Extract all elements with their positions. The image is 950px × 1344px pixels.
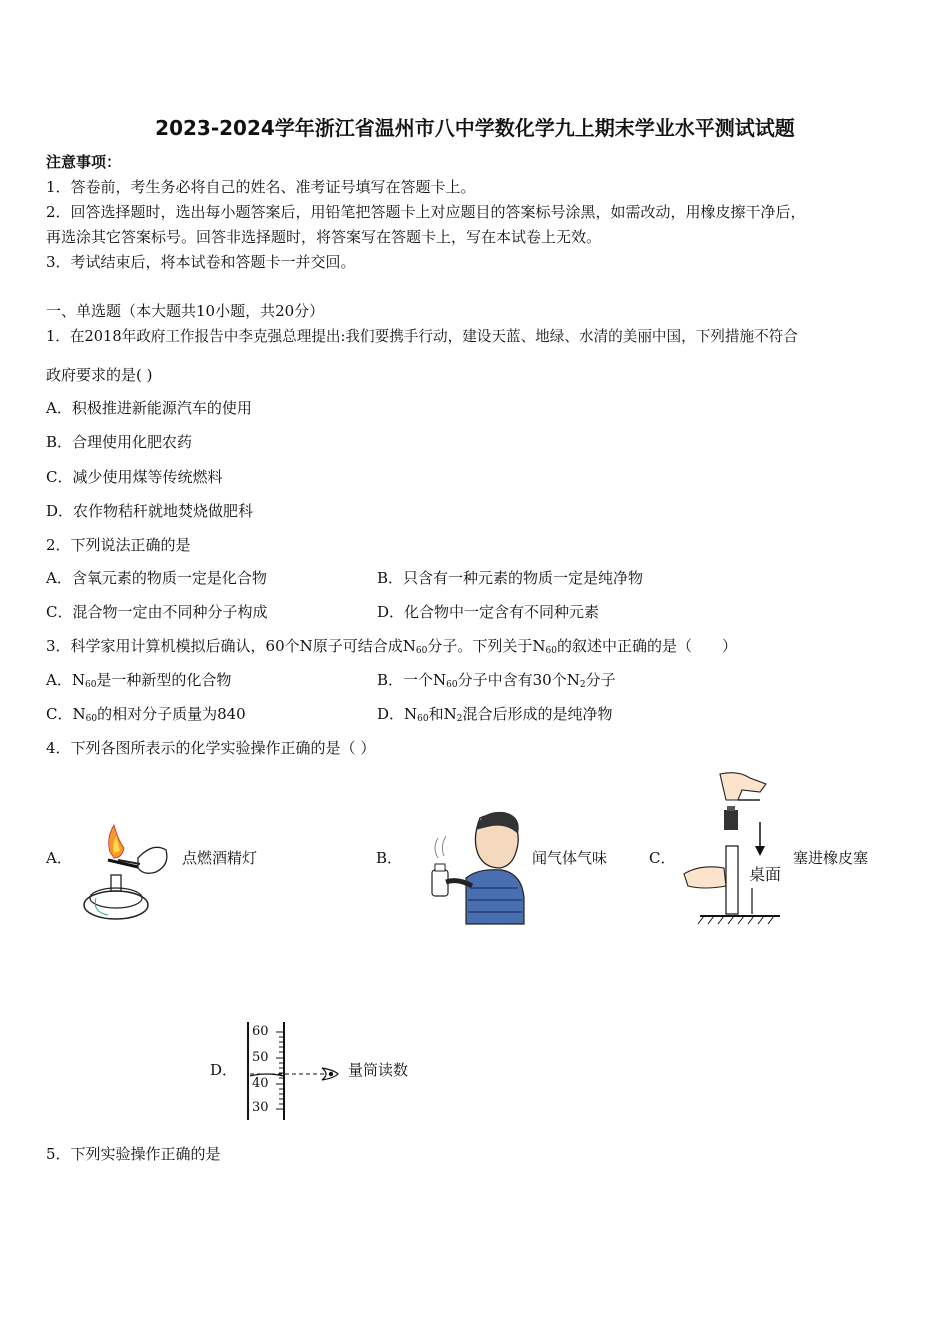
- q3-option-a: A．$N_{60}$是一种新型的化合物: [46, 671, 232, 690]
- notice-item: 3．考试结束后，将本试卷和答题卡一并交回。: [46, 253, 356, 271]
- q5-stem: 5．下列实验操作正确的是: [46, 1145, 221, 1163]
- notice-item: 再选涂其它答案标号。回答非选择题时，将答案写在答题卡上，写在本试卷上无效。: [46, 228, 602, 246]
- q1-option-b: B．合理使用化肥农药: [46, 433, 193, 451]
- q2-option-c: C．混合物一定由不同种分子构成: [46, 603, 268, 621]
- q4-stem: 4．下列各图所表示的化学实验操作正确的是（ ）: [46, 739, 376, 757]
- notice-item: 1．答卷前，考生务必将自己的姓名、准考证号填写在答题卡上。: [46, 178, 476, 196]
- tick-label: 50: [252, 1050, 269, 1065]
- tick-label: 40: [252, 1076, 269, 1091]
- section-heading: 一、单选题（本大题共10小题，共20分）: [46, 302, 325, 320]
- q2-option-b: B．只含有一种元素的物质一定是纯净物: [377, 569, 644, 587]
- alcohol-lamp-lighting-icon: [78, 820, 178, 925]
- q1-stem: 1．在2018年政府工作报告中李克强总理提出:我们要携手行动，建设天蓝、地绿、水清的美丽中国，下列措施不符合: [46, 328, 798, 345]
- notice-item: 2．回答选择题时，选出每小题答案后，用铅笔把答题卡上对应题目的答案标号涂黑，如需改动，用橡皮擦干净后，: [46, 203, 806, 221]
- q4-option-c-letter: C．: [649, 849, 676, 867]
- q4-option-b-label: 闻气体气味: [532, 849, 608, 867]
- q1-option-a: A．积极推进新能源汽车的使用: [46, 399, 252, 417]
- q3-stem: 3．科学家用计算机模拟后确认，60个N原子可结合成$N_{60}$分子。下列关于$N_{60}$的叙述中正确的是（ ）: [46, 637, 737, 656]
- rubber-stopper-insertion-icon: [680, 770, 788, 926]
- q3-option-c: C．$N_{60}$的相对分子质量为840: [46, 705, 246, 724]
- q4-option-d-letter: D．: [210, 1061, 238, 1079]
- q4-option-a-letter: A．: [46, 849, 72, 867]
- notice-heading: 注意事项：: [46, 153, 122, 171]
- desk-surface-label: 桌面: [749, 865, 782, 884]
- q4-option-b-letter: B．: [376, 849, 403, 867]
- smelling-gas-icon: [418, 808, 530, 926]
- q4-option-c-label: 塞进橡皮塞: [793, 849, 869, 867]
- q1-option-d: D．农作物秸秆就地焚烧做肥科: [46, 502, 254, 520]
- q2-stem: 2．下列说法正确的是: [46, 536, 191, 554]
- q3-option-b: B．一个$N_{60}$分子中含有30个$N_2$分子: [377, 671, 616, 690]
- tick-label: 30: [252, 1100, 269, 1115]
- page-title: 2023-2024学年浙江省温州市八中学数化学九上期末学业水平测试试题: [155, 116, 795, 140]
- q2-option-a: A．含氧元素的物质一定是化合物: [46, 569, 267, 587]
- q3-option-d: D．$N_{60}$和$N_2$混合后形成的是纯净物: [377, 705, 613, 724]
- q1-option-c: C．减少使用煤等传统燃料: [46, 468, 223, 486]
- q4-option-a-label: 点燃酒精灯: [182, 849, 258, 867]
- tick-label: 60: [252, 1024, 269, 1039]
- q1-stem-cont: 政府要求的是( ): [46, 366, 153, 384]
- q2-option-d: D．化合物中一定含有不同种元素: [377, 603, 600, 621]
- q4-option-d-label: 量筒读数: [348, 1061, 409, 1079]
